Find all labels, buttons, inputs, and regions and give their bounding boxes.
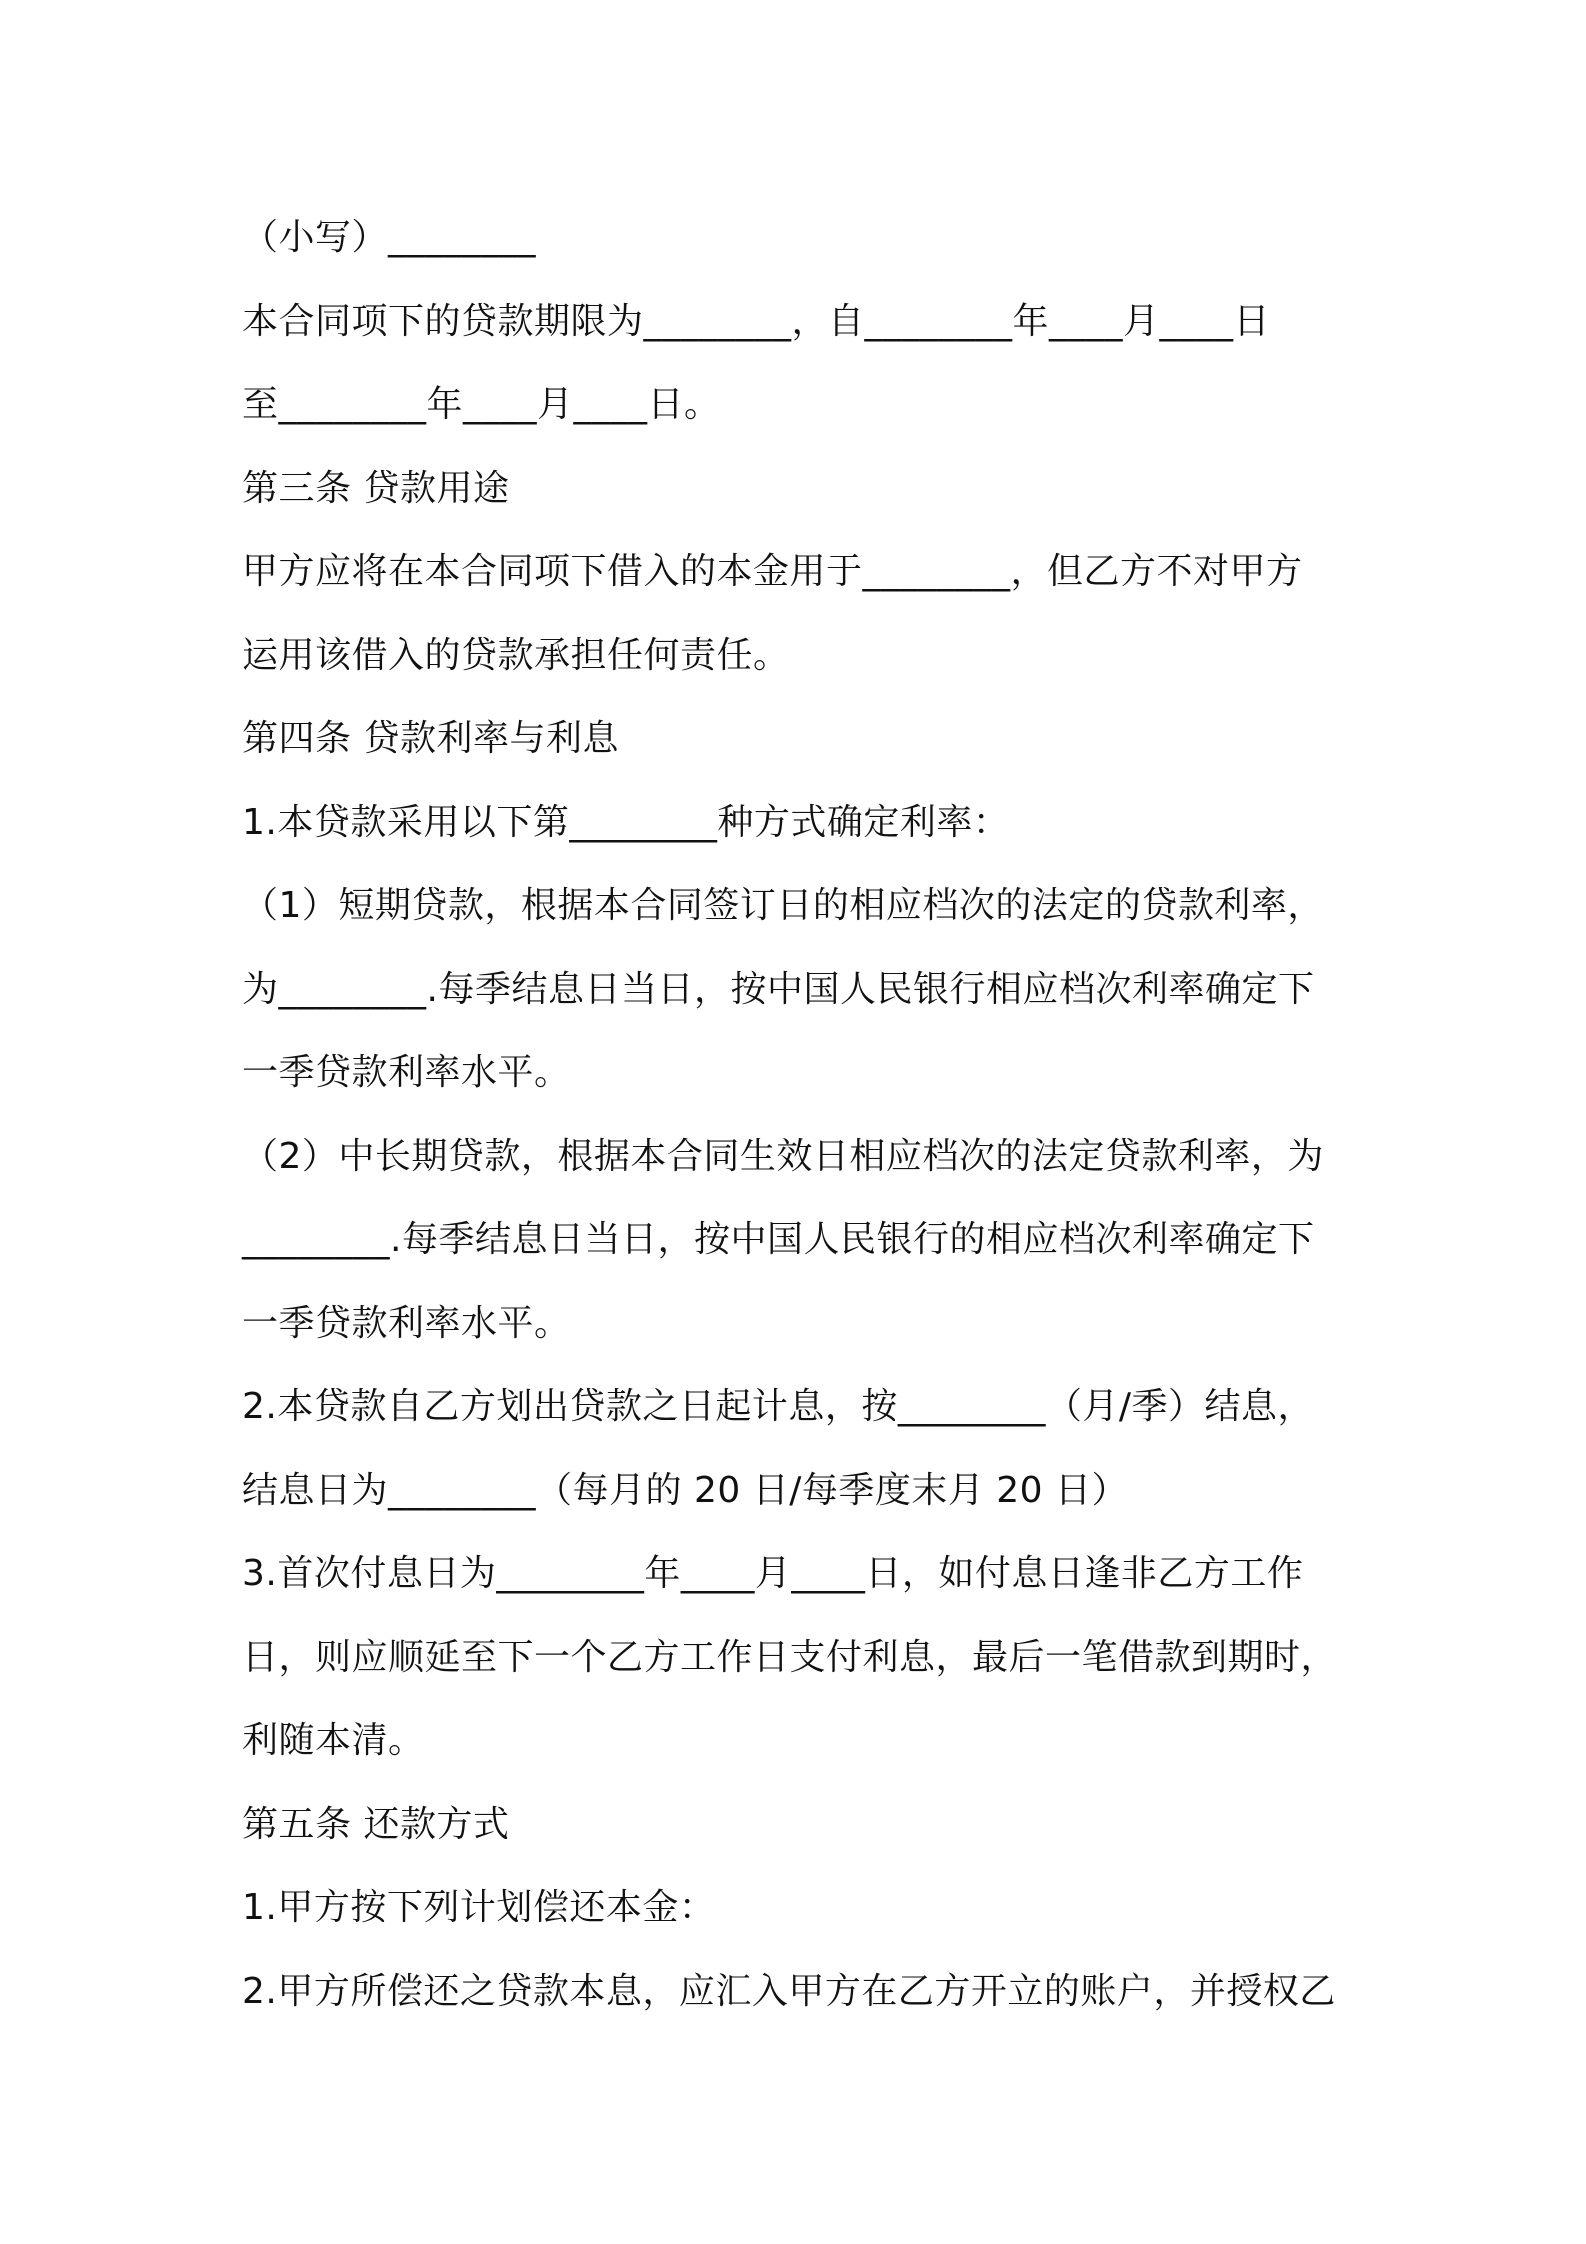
line-long-term-loan: （2）中长期贷款，根据本合同生效日相应档次的法定贷款利率，为 xyxy=(242,1135,1324,1177)
line-short-term-rate: 为________.每季结息日当日，按中国人民银行相应档次利率确定下 xyxy=(242,968,1315,1010)
line-loan-term-end: 至________年____月____日。 xyxy=(242,384,721,425)
heading-article-4: 第四条 贷款利率与利息 xyxy=(242,718,619,759)
line-payment-final: 利随本清。 xyxy=(242,1720,425,1761)
heading-article-3: 第三条 贷款用途 xyxy=(242,467,510,509)
line-loan-purpose-cont: 运用该借入的贷款承担任何责任。 xyxy=(242,634,790,676)
heading-article-5: 第五条 还款方式 xyxy=(242,1803,510,1845)
line-interest-accrual: 2.本贷款自乙方划出贷款之日起计息，按________（月/季）结息， xyxy=(242,1386,1314,1427)
line-long-term-rate: ________.每季结息日当日，按中国人民银行的相应档次利率确定下 xyxy=(242,1219,1315,1260)
line-repayment-plan: 1.甲方按下列计划偿还本金： xyxy=(242,1887,716,1928)
line-short-term-level: 一季贷款利率水平。 xyxy=(242,1052,571,1093)
line-amount-lowercase: （小写）________ xyxy=(242,217,537,258)
line-short-term-loan: （1）短期贷款，根据本合同签订日的相应档次的法定的贷款利率， xyxy=(242,885,1324,926)
document-body xyxy=(242,196,1362,2033)
line-repayment-account: 2.甲方所偿还之贷款本息，应汇入甲方在乙方开立的账户，并授权乙 xyxy=(242,1970,1336,2012)
line-loan-purpose: 甲方应将在本合同项下借入的本金用于________，但乙方不对甲方 xyxy=(242,551,1303,592)
line-payment-postpone: 日，则应顺延至下一个乙方工作日支付利息，最后一笔借款到期时， xyxy=(242,1636,1338,1678)
line-loan-term: 本合同项下的贷款期限为________，自________年____月____日 xyxy=(242,300,1271,342)
line-long-term-level: 一季贷款利率水平。 xyxy=(242,1302,571,1344)
line-first-payment-date: 3.首次付息日为________年____月____日，如付息日逢非乙方工作 xyxy=(242,1553,1304,1594)
line-settlement-date: 结息日为________（每月的 20 日/每季度末月 20 日） xyxy=(242,1469,1129,1511)
line-rate-method: 1.本贷款采用以下第________种方式确定利率： xyxy=(242,801,1010,843)
